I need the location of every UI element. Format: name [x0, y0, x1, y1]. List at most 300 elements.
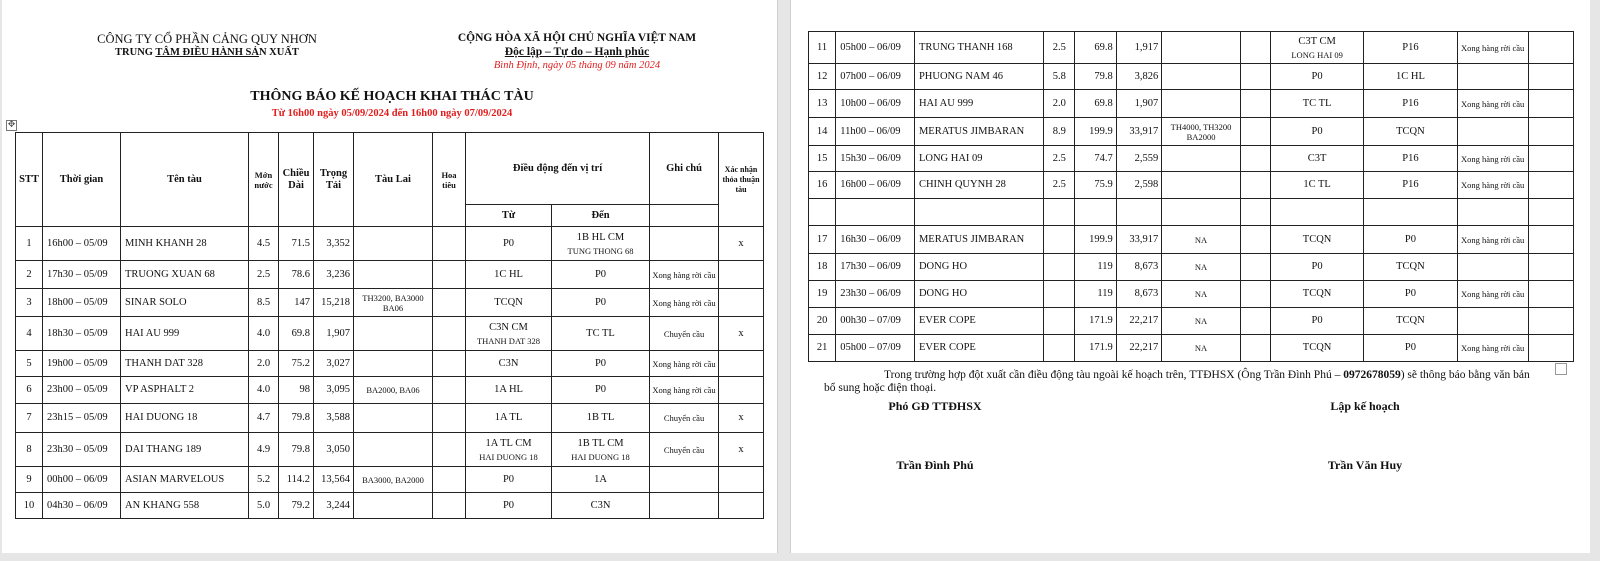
table-row: [809, 335, 1574, 362]
issue-date: Bình Định, ngày 05 tháng 09 năm 2024: [493, 60, 661, 71]
signer-right-name: Trần Văn Huy: [1327, 458, 1403, 472]
cell-note: Xong hàng rời cầu: [650, 351, 719, 377]
cell-from: [1271, 199, 1364, 226]
cell-length: 119: [1075, 254, 1116, 281]
cell-draft: 4.0: [249, 377, 279, 404]
cell-pilot: [433, 377, 466, 404]
cell-ship: EVER COPE: [914, 335, 1043, 362]
cell-ship: HAI AU 999: [121, 317, 249, 351]
cell-confirm: [1528, 172, 1574, 199]
contingency-note: [824, 369, 1544, 395]
cell-length: 147: [279, 289, 314, 317]
cell-dwt: [1116, 199, 1161, 226]
cell-note: Xong hàng rời cầu: [1457, 226, 1528, 254]
cell-dwt: 8,673: [1116, 254, 1161, 281]
cell-confirm: x: [719, 227, 764, 261]
cell-stt: 5: [16, 351, 43, 377]
cell-draft: 2.5: [249, 261, 279, 289]
cell-note: [1457, 199, 1528, 226]
cell-dwt: 3,050: [314, 433, 354, 467]
cell-tug: [354, 351, 433, 377]
cell-note: Xong hàng rời cầu: [1457, 32, 1528, 64]
cell-stt: 14: [809, 118, 836, 146]
cell-pilot: [1240, 172, 1270, 199]
cell-dwt: 33,917: [1116, 226, 1161, 254]
cell-pilot: [433, 351, 466, 377]
cell-to-main: P16: [1402, 179, 1419, 190]
cell-length: 171.9: [1075, 335, 1116, 362]
cell-from-main: 1A TL: [494, 412, 523, 423]
col-header-move: Điều động đến vị trí: [466, 133, 650, 205]
cell-ship: DONG HO: [914, 254, 1043, 281]
document-subtitle: Từ 16h00 ngày 05/09/2024 đến 16h00 ngày 07/09/2024: [271, 108, 513, 119]
cell-length: 78.6: [279, 261, 314, 289]
cell-length: 171.9: [1075, 308, 1116, 335]
cell-tug: BA2000, BA06: [354, 377, 433, 404]
signer-left-title: Phó GĐ TTĐHSX: [888, 399, 982, 413]
cell-dwt: 8,673: [1116, 281, 1161, 308]
cell-confirm: [1528, 118, 1574, 146]
cell-length: 79.8: [279, 404, 314, 433]
cell-tug: NA: [1162, 254, 1241, 281]
cell-from: [466, 493, 552, 519]
cell-time: 19h00 – 05/09: [43, 351, 121, 377]
cell-from: [1271, 146, 1364, 172]
cell-stt: 1: [16, 227, 43, 261]
cell-tug: [354, 317, 433, 351]
col-header-to: Đến: [552, 205, 650, 227]
schedule-rows-left: [16, 227, 764, 519]
cell-dwt: 33,917: [1116, 118, 1161, 146]
cell-confirm: [1528, 281, 1574, 308]
cell-time: 05h00 – 07/09: [836, 335, 915, 362]
cell-ship: THANH DAT 328: [121, 351, 249, 377]
cell-pilot: [433, 404, 466, 433]
cell-time: 17h30 – 05/09: [43, 261, 121, 289]
cell-time: 11h00 – 06/09: [836, 118, 915, 146]
cell-time: 05h00 – 06/09: [836, 32, 915, 64]
cell-pilot: [1240, 199, 1270, 226]
cell-note: [650, 467, 719, 493]
table-row: [16, 433, 764, 467]
cell-ship: EVER COPE: [914, 308, 1043, 335]
cell-time: 23h00 – 05/09: [43, 377, 121, 404]
cell-stt: [809, 199, 836, 226]
cell-stt: 9: [16, 467, 43, 493]
cell-note: Chuyển cầu: [650, 404, 719, 433]
cell-to: [1364, 254, 1458, 281]
cell-dwt: 3,095: [314, 377, 354, 404]
cell-stt: 3: [16, 289, 43, 317]
cell-from-main: P0: [502, 237, 515, 249]
cell-dwt: 3,027: [314, 351, 354, 377]
cell-dwt: 1,907: [1116, 90, 1161, 118]
cell-time: 07h00 – 06/09: [836, 64, 915, 90]
cell-pilot: [433, 261, 466, 289]
table-row: [809, 308, 1574, 335]
cell-to-main: 1A: [594, 473, 607, 485]
company-name: CÔNG TY CỔ PHẦN CẢNG QUY NHƠN: [97, 32, 317, 46]
cell-dwt: 13,564: [314, 467, 354, 493]
schedule-table-continued: [808, 31, 1574, 362]
cell-from: [1271, 254, 1364, 281]
cell-draft: [1044, 199, 1075, 226]
cell-from-main: TCQN: [494, 296, 523, 308]
cell-length: 69.8: [1075, 90, 1116, 118]
cell-draft: 2.5: [1044, 172, 1075, 199]
cell-confirm: [1528, 335, 1574, 362]
cell-to: [1364, 64, 1458, 90]
table-row: [809, 254, 1574, 281]
col-header-draft: Mớn nước: [249, 133, 279, 227]
cell-to-sub: HAI DUONG 18: [571, 451, 630, 462]
cell-to-main: P0: [594, 384, 607, 395]
cell-to-main: P16: [1402, 41, 1419, 53]
col-header-time: Thời gian: [43, 133, 121, 227]
cell-confirm: [719, 377, 764, 404]
national-motto: Độc lập – Tự do – Hạnh phúc: [504, 46, 650, 58]
cell-length: 119: [1075, 281, 1116, 308]
cell-confirm: [1528, 32, 1574, 64]
cell-stt: 21: [809, 335, 836, 362]
cell-tug: [354, 404, 433, 433]
cell-from-main: P0: [502, 473, 515, 485]
cell-note: [650, 493, 719, 519]
cell-to: [1364, 146, 1458, 172]
cell-confirm: [1528, 64, 1574, 90]
cell-time: 16h00 – 05/09: [43, 227, 121, 261]
table-row: [16, 351, 764, 377]
table-row: [16, 289, 764, 317]
note-text: Trong trường hợp đột xuất cần điều động tàu ngoài kế hoạch trên, TTĐHSX (Ông Trần Đình Phú –: [884, 369, 1344, 381]
cell-confirm: [1528, 308, 1574, 335]
col-header-note: Ghi chú: [650, 133, 719, 205]
cell-pilot: [433, 317, 466, 351]
cell-note: [1457, 308, 1528, 335]
cell-draft: 5.2: [249, 467, 279, 493]
cell-stt: 11: [809, 32, 836, 64]
cell-note: Xong hàng rời cầu: [1457, 281, 1528, 308]
company-header: [62, 33, 352, 59]
cell-confirm: [719, 467, 764, 493]
cell-draft: [1044, 254, 1075, 281]
cell-time: 23h30 – 06/09: [836, 281, 915, 308]
republic-name: CỘNG HÒA XÃ HỘI CHỦ NGHĨA VIỆT NAM: [457, 32, 697, 44]
cell-confirm: [1528, 146, 1574, 172]
cell-confirm: [1528, 226, 1574, 254]
cell-from-main: 1C TL: [1303, 179, 1331, 190]
document-page-left: [2, 0, 778, 553]
cell-draft: 2.5: [1044, 32, 1075, 64]
cell-tug: TH3200, BA3000 BA06: [354, 289, 433, 317]
cell-from: [466, 404, 552, 433]
cell-time: [836, 199, 915, 226]
cell-time: 16h00 – 06/09: [836, 172, 915, 199]
department-name: [62, 46, 352, 59]
cell-stt: 8: [16, 433, 43, 467]
cell-to-sub: TUNG THONG 68: [567, 245, 634, 256]
cell-confirm: x: [719, 317, 764, 351]
cell-dwt: 22,217: [1116, 308, 1161, 335]
cell-length: [1075, 199, 1116, 226]
cell-from: [466, 289, 552, 317]
cell-confirm: [719, 351, 764, 377]
cell-tug: [1162, 172, 1241, 199]
cell-dwt: 2,598: [1116, 172, 1161, 199]
cell-note: Chuyển cầu: [650, 433, 719, 467]
cell-dwt: 22,217: [1116, 335, 1161, 362]
cell-pilot: [1240, 118, 1270, 146]
cell-time: 00h30 – 07/09: [836, 308, 915, 335]
cell-from-main: TC TL: [1302, 97, 1332, 109]
col-header-tug: Tàu Lai: [354, 133, 433, 227]
cell-draft: 8.9: [1044, 118, 1075, 146]
cell-from-main: 1A TL CM: [485, 437, 532, 449]
cell-dwt: 3,244: [314, 493, 354, 519]
cell-confirm: [719, 289, 764, 317]
cell-pilot: [1240, 32, 1270, 64]
cell-to: [1364, 32, 1458, 64]
cell-tug: NA: [1162, 335, 1241, 362]
cell-dwt: 1,907: [314, 317, 354, 351]
department-prefix: TRUNG: [115, 47, 156, 58]
cell-pilot: [433, 433, 466, 467]
cell-to: [552, 351, 650, 377]
cell-to-main: P0: [594, 296, 607, 308]
cell-note: Xong hàng rời cầu: [1457, 335, 1528, 362]
cell-tug: [354, 433, 433, 467]
cell-tug: NA: [1162, 308, 1241, 335]
cell-to: [1364, 199, 1458, 226]
cell-length: 75.9: [1075, 172, 1116, 199]
cell-tug: [354, 261, 433, 289]
cell-from: [466, 351, 552, 377]
cell-draft: 5.8: [1044, 64, 1075, 90]
col-header-ship: Tên tàu: [121, 133, 249, 227]
cell-from: [1271, 226, 1364, 254]
cell-stt: 18: [809, 254, 836, 281]
cell-ship: VP ASPHALT 2: [121, 377, 249, 404]
cell-note: Xong hàng rời cầu: [1457, 172, 1528, 199]
table-row: [809, 118, 1574, 146]
cell-dwt: 2,559: [1116, 146, 1161, 172]
cell-time: 04h30 – 06/09: [43, 493, 121, 519]
cell-to-main: P0: [594, 268, 607, 280]
cell-length: 98: [279, 377, 314, 404]
cell-stt: 19: [809, 281, 836, 308]
cell-tug: BA3000, BA2000: [354, 467, 433, 493]
cell-stt: 12: [809, 64, 836, 90]
table-row: [809, 32, 1574, 64]
cell-pilot: [433, 227, 466, 261]
cell-to: [552, 467, 650, 493]
cell-draft: 8.5: [249, 289, 279, 317]
cell-stt: 10: [16, 493, 43, 519]
cell-to: [552, 261, 650, 289]
cell-ship: AN KHANG 558: [121, 493, 249, 519]
cell-from: [1271, 281, 1364, 308]
table-row: [16, 261, 764, 289]
cell-tug: [1162, 199, 1241, 226]
cell-to: [1364, 281, 1458, 308]
cell-pilot: [433, 493, 466, 519]
cell-ship: ASIAN MARVELOUS: [121, 467, 249, 493]
cell-pilot: [1240, 335, 1270, 362]
cell-draft: 2.0: [249, 351, 279, 377]
col-header-pilot: Hoa tiêu: [433, 133, 466, 227]
table-row: [809, 172, 1574, 199]
table-row: [16, 317, 764, 351]
cell-ship: DONG HO: [914, 281, 1043, 308]
cell-ship: MINH KHANH 28: [121, 227, 249, 261]
cell-time: 16h30 – 06/09: [836, 226, 915, 254]
cell-ship: HAI AU 999: [914, 90, 1043, 118]
cell-draft: [1044, 335, 1075, 362]
table-row: [809, 281, 1574, 308]
cell-note: [1457, 254, 1528, 281]
cell-to: [552, 227, 650, 261]
cell-to-main: 1B TL: [586, 412, 615, 423]
table-resize-handle-icon[interactable]: [1555, 363, 1567, 375]
cell-from: [466, 261, 552, 289]
cell-from: [1271, 118, 1364, 146]
cell-from-main: 1C HL: [494, 268, 523, 280]
table-row: [809, 199, 1574, 226]
cell-from-main: C3T CM: [1298, 35, 1336, 47]
table-move-handle-icon[interactable]: ✥: [7, 120, 16, 130]
cell-tug: [354, 493, 433, 519]
cell-to-main: TCQN: [1396, 261, 1425, 272]
cell-length: 74.7: [1075, 146, 1116, 172]
table-row: [16, 467, 764, 493]
cell-time: 17h30 – 06/09: [836, 254, 915, 281]
cell-length: 79.8: [1075, 64, 1116, 90]
cell-pilot: [1240, 226, 1270, 254]
table-row: [16, 227, 764, 261]
cell-pilot: [1240, 254, 1270, 281]
cell-length: 69.8: [1075, 32, 1116, 64]
cell-pilot: [1240, 146, 1270, 172]
cell-draft: [1044, 281, 1075, 308]
cell-stt: 6: [16, 377, 43, 404]
cell-confirm: x: [719, 404, 764, 433]
cell-length: 199.9: [1075, 226, 1116, 254]
cell-ship: TRUNG THANH 168: [914, 32, 1043, 64]
cell-tug: NA: [1162, 281, 1241, 308]
cell-time: 10h00 – 06/09: [836, 90, 915, 118]
cell-length: 71.5: [279, 227, 314, 261]
cell-draft: [1044, 226, 1075, 254]
cell-pilot: [1240, 64, 1270, 90]
national-header: [427, 31, 727, 73]
cell-confirm: [1528, 254, 1574, 281]
cell-length: 79.8: [279, 433, 314, 467]
cell-to: [552, 377, 650, 404]
table-row: [809, 226, 1574, 254]
cell-stt: 7: [16, 404, 43, 433]
cell-length: 199.9: [1075, 118, 1116, 146]
cell-note: [1457, 64, 1528, 90]
cell-dwt: 3,236: [314, 261, 354, 289]
cell-to-main: TCQN: [1396, 125, 1425, 137]
cell-length: 69.8: [279, 317, 314, 351]
cell-to-main: P0: [1404, 342, 1416, 353]
department-underlined: TÂM ĐIỀU HÀNH SẢ: [155, 47, 259, 58]
cell-draft: [1044, 308, 1075, 335]
cell-confirm: [1528, 90, 1574, 118]
cell-tug: TH4000, TH3200 BA2000: [1162, 118, 1241, 146]
cell-note: [1457, 118, 1528, 146]
cell-draft: 4.9: [249, 433, 279, 467]
cell-ship: LONG HAI 09: [914, 146, 1043, 172]
cell-tug: NA: [1162, 226, 1241, 254]
cell-note: Chuyển cầu: [650, 317, 719, 351]
cell-from: [1271, 308, 1364, 335]
cell-pilot: [1240, 90, 1270, 118]
table-row: [16, 377, 764, 404]
cell-to: [552, 433, 650, 467]
cell-confirm: [1528, 199, 1574, 226]
cell-ship: MERATUS JIMBARAN: [914, 118, 1043, 146]
cell-to: [552, 404, 650, 433]
cell-from: [466, 377, 552, 404]
cell-length: 75.2: [279, 351, 314, 377]
cell-to: [1364, 335, 1458, 362]
cell-stt: 17: [809, 226, 836, 254]
cell-stt: 16: [809, 172, 836, 199]
cell-pilot: [1240, 308, 1270, 335]
cell-to: [1364, 226, 1458, 254]
col-header-from: Từ: [466, 205, 552, 227]
cell-to-main: P0: [1404, 233, 1416, 245]
cell-from-sub: HAI DUONG 18: [479, 451, 538, 462]
cell-draft: 4.0: [249, 317, 279, 351]
cell-to-main: 1B TL CM: [577, 437, 624, 449]
cell-from-sub: THANH DAT 328: [476, 335, 541, 346]
cell-to-main: TC TL: [586, 327, 615, 339]
cell-from-main: P0: [1311, 261, 1323, 272]
cell-from: [1271, 64, 1364, 90]
schedule-rows-right: [809, 32, 1574, 362]
cell-ship: CHINH QUYNH 28: [914, 172, 1043, 199]
cell-from-sub: LONG HAI 09: [1291, 49, 1343, 60]
cell-tug: [1162, 146, 1241, 172]
cell-confirm: x: [719, 433, 764, 467]
cell-ship: MERATUS JIMBARAN: [914, 226, 1043, 254]
cell-note: Xong hàng rời cầu: [650, 377, 719, 404]
cell-from: [466, 433, 552, 467]
cell-to-main: TCQN: [1396, 315, 1425, 326]
department-suffix: N XUẤT: [258, 47, 299, 58]
cell-pilot: [1240, 281, 1270, 308]
cell-stt: 13: [809, 90, 836, 118]
cell-draft: 2.0: [1044, 90, 1075, 118]
cell-from: [466, 317, 552, 351]
cell-pilot: [433, 467, 466, 493]
cell-to: [1364, 118, 1458, 146]
cell-to: [1364, 172, 1458, 199]
cell-from: [1271, 90, 1364, 118]
cell-from: [466, 467, 552, 493]
col-header-length: Chiều Dài: [279, 133, 314, 227]
col-header-note-blank: [650, 205, 719, 227]
document-title: THÔNG BÁO KẾ HOẠCH KHAI THÁC TÀU: [250, 89, 534, 104]
cell-dwt: 1,917: [1116, 32, 1161, 64]
cell-from-main: C3N: [498, 357, 519, 369]
cell-stt: 2: [16, 261, 43, 289]
cell-to: [552, 289, 650, 317]
signer-left-name: Trần Đình Phú: [896, 458, 974, 472]
